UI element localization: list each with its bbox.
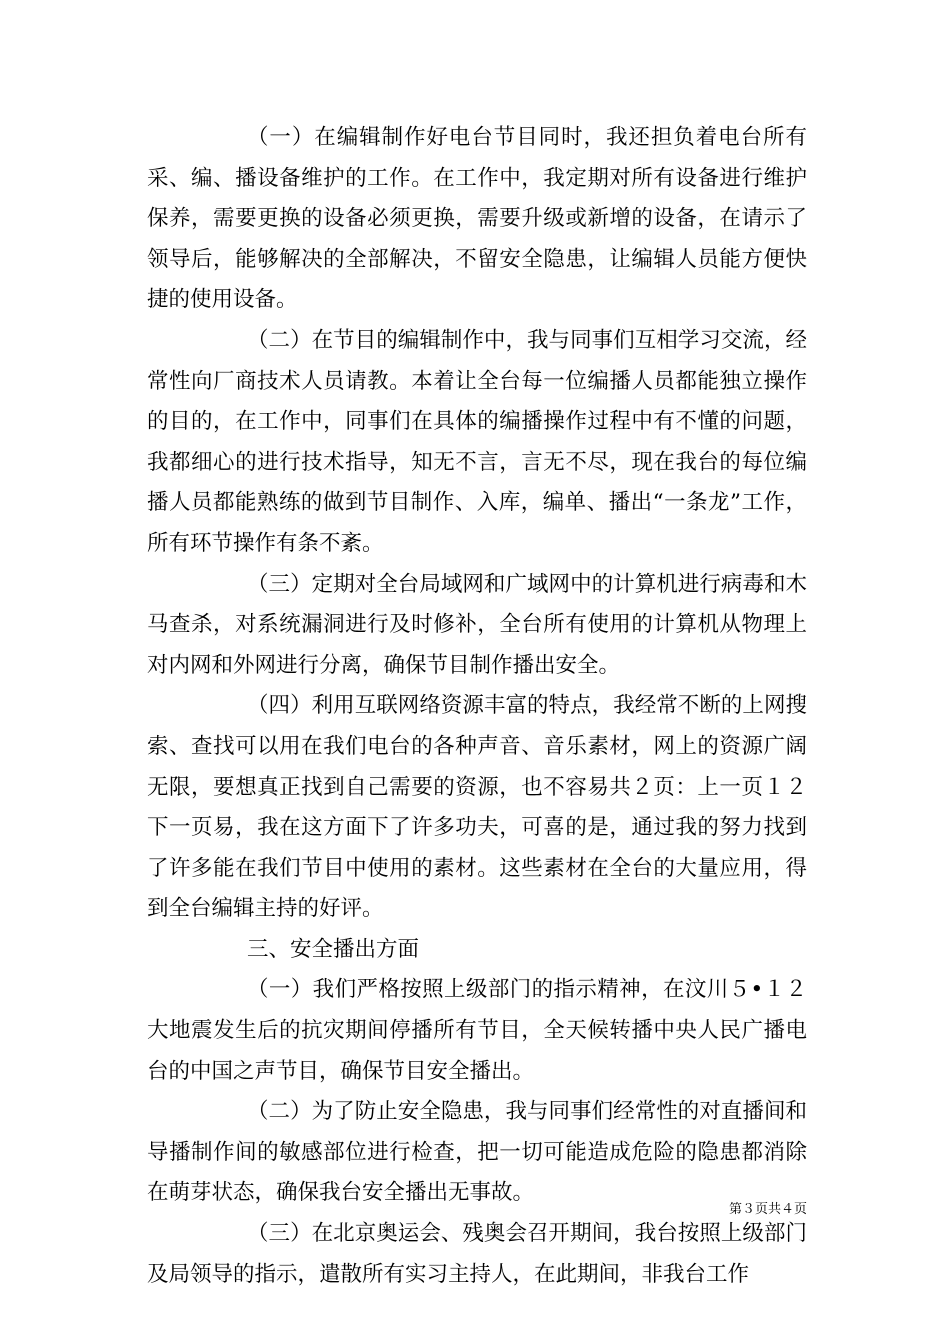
paragraph-technical-guidance: （二）在节目的编辑制作中，我与同事们互相学习交流，经常性向厂商技术人员请教。本着让全台每一位编播人员都能独立操作的目的，在工作中，同事们在具体的编播操作过程中有不懂的问题，我都细心的进行技术指导，知无不言，言无不尽，现在我台的每位编播人员都能熟练的做到节目制作、入库，编单、播出“一条龙”工作，所有环节操作有条不紊。 [147, 327, 807, 556]
paragraph-internet-resources: （四）利用互联网络资源丰富的特点，我经常不断的上网搜索、查找可以用在我们电台的各种声音、音乐素材，网上的资源广阔无限，要想真正找到自己需要的资源，也不容易共２页：上一页１２下一页易，我在这方面下了许多功夫，可喜的是，通过我的努力找到了许多能在我们节目中使用的素材。这些素材在全台的大量应用，得到全台编辑主持的好评。 [147, 693, 807, 922]
paragraph-equipment-maintenance: （一）在编辑制作好电台节目同时，我还担负着电台所有采、编、播设备维护的工作。在工作中，我定期对所有设备进行维护保养，需要更换的设备必须更换，需要升级或新增的设备，在请示了领导后，能够解决的全部解决，不留安全隐患，让编辑人员能方便快捷的使用设备。 [147, 125, 807, 313]
paragraph-safety-inspection: （二）为了防止安全隐患，我与同事们经常性的对直播间和导播制作间的敏感部位进行检查，把一切可能造成危险的隐患都消除在萌芽状态，确保我台安全播出无事故。 [147, 1099, 807, 1206]
document-body [147, 118, 807, 1295]
section-heading-safe-broadcast: 三、安全播出方面 [247, 936, 420, 962]
paragraph-network-security: （三）定期对全台局域网和广域网中的计算机进行病毒和木马查杀，对系统漏洞进行及时修补，全台所有使用的计算机从物理上对内网和外网进行分离，确保节目制作播出安全。 [147, 571, 807, 678]
page-number-footer: 第３页共４页 [728, 1202, 807, 1217]
paragraph-olympics-period: （三）在北京奥运会、残奥会召开期间，我台按照上级部门及局领导的指示，遣散所有实习主持人，在此期间，非我台工作 [147, 1221, 807, 1287]
paragraph-earthquake-broadcast: （一）我们严格按照上级部门的指示精神，在汶川５•１２大地震发生后的抗灾期间停播所有节目，全天候转播中央人民广播电台的中国之声节目，确保节目安全播出。 [147, 977, 807, 1084]
